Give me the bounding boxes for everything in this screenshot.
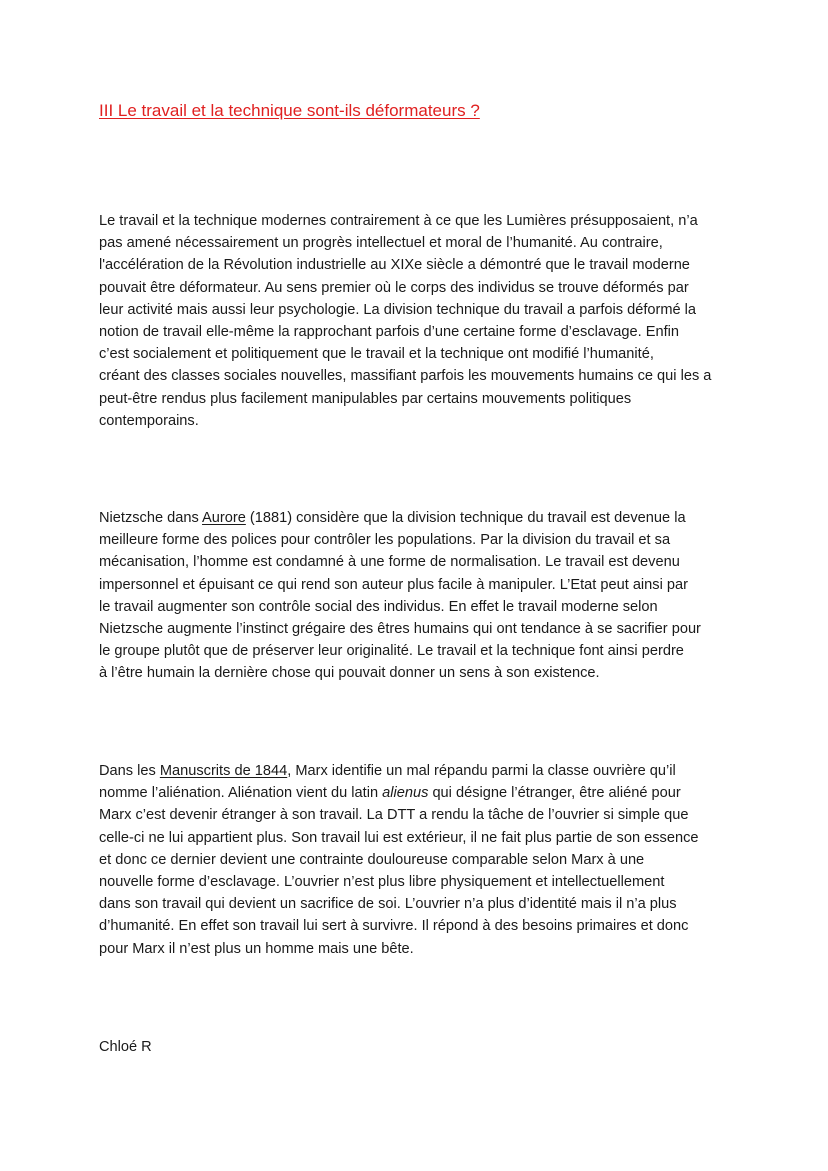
latin-term: alienus [382,785,429,802]
text-line: leur activité mais aussi leur psychologie. La division technique du travail a parfois déformé la [99,301,697,318]
text-line: peut-être rendus plus facilement manipulables par certains mouvements politiques [99,390,632,407]
work-title-manuscrits: Manuscrits de 1844 [159,763,288,779]
text-line: et donc ce dernier devient une contrainte douloureuse comparable selon Marx à une [99,851,645,868]
text-line: d’humanité. En effet son travail lui sert à survivre. Il répond à des besoins primaires et donc [99,918,689,935]
text-line: créant des classes sociales nouvelles, massifiant parfois les mouvements humains ce qui les a [99,368,712,385]
text-line: pas amené nécessairement un progrès intellectuel et moral de l’humanité. Au contraire, [99,235,663,252]
paragraph-marx [99,760,739,960]
text-fragment: (1881) considère que la division technique du travail est devenue la [245,510,686,526]
paragraph-enlightenment [99,210,739,432]
text-line: nouvelle forme d’esclavage. L’ouvrier n’est plus libre physiquement et intellectuellement [99,874,665,891]
text-line: le groupe plutôt que de préserver leur originalité. Le travail et la technique font ainsi perdre [99,643,684,660]
text-line: meilleure forme des polices pour contrôler les populations. Par la division du travail et sa [99,532,671,549]
text-line: dans son travail qui devient un sacrifice de soi. L’ouvrier n’a plus d’identité mais il n’a plus [99,896,677,913]
text-line: mécanisation, l’homme est condamné à une forme de normalisation. Le travail est devenu [99,554,680,571]
work-title-aurore: Aurore [202,510,246,526]
text-line: l'accélération de la Révolution industrielle au XIXe siècle a démontré que le travail moderne [99,257,690,274]
text-fragment: qui désigne l’étranger, être aliéné pour [428,785,681,802]
text-line: le travail augmenter son contrôle social des individus. En effet le travail moderne selon [99,598,658,615]
text-fragment: Dans les [99,763,160,779]
text-line: c’est socialement et politiquement que le travail et la technique ont modifié l’humanité, [99,346,654,363]
text-line: à l’être humain la dernière chose qui pouvait donner un sens à son existence. [99,665,600,682]
text-fragment: , Marx identifie un mal répandu parmi la classe ouvrière qu’il [287,763,676,779]
text-line: impersonnel et épuisant ce qui rend son auteur plus facile à manipuler. L’Etat peut ainsi par [99,576,688,593]
text-line: Marx c’est devenir étranger à son travail. La DTT a rendu la tâche de l’ouvrier si simple que [99,807,689,824]
text-fragment: nomme l’aliénation. Aliénation vient du latin [99,785,383,802]
section-title: III Le travail et la technique sont-ils déformateurs ? [99,101,480,120]
text-line [99,507,739,529]
text-line: pouvait être déformateur. Au sens premier où le corps des individus se trouve déformés par [99,279,689,296]
paragraph-nietzsche [99,507,739,685]
text-line: pour Marx il n’est plus un homme mais une bête. [99,940,414,957]
text-fragment: Nietzsche dans [99,510,203,526]
author-signature: Chloé R [99,1039,152,1055]
text-line: Nietzsche augmente l’instinct grégaire des êtres humains qui ont tendance à se sacrifier pour [99,621,701,638]
text-line [99,760,739,782]
text-line [99,782,739,804]
text-line: contemporains. [99,412,199,429]
text-line: Le travail et la technique modernes contrairement à ce que les Lumières présupposaient, n’a [99,213,698,229]
text-line: notion de travail elle-même la rapprochant parfois d’une certaine forme d’esclavage. Enfin [99,324,680,341]
text-line: celle-ci ne lui appartient plus. Son travail lui est extérieur, il ne fait plus partie de son essence [99,829,699,846]
